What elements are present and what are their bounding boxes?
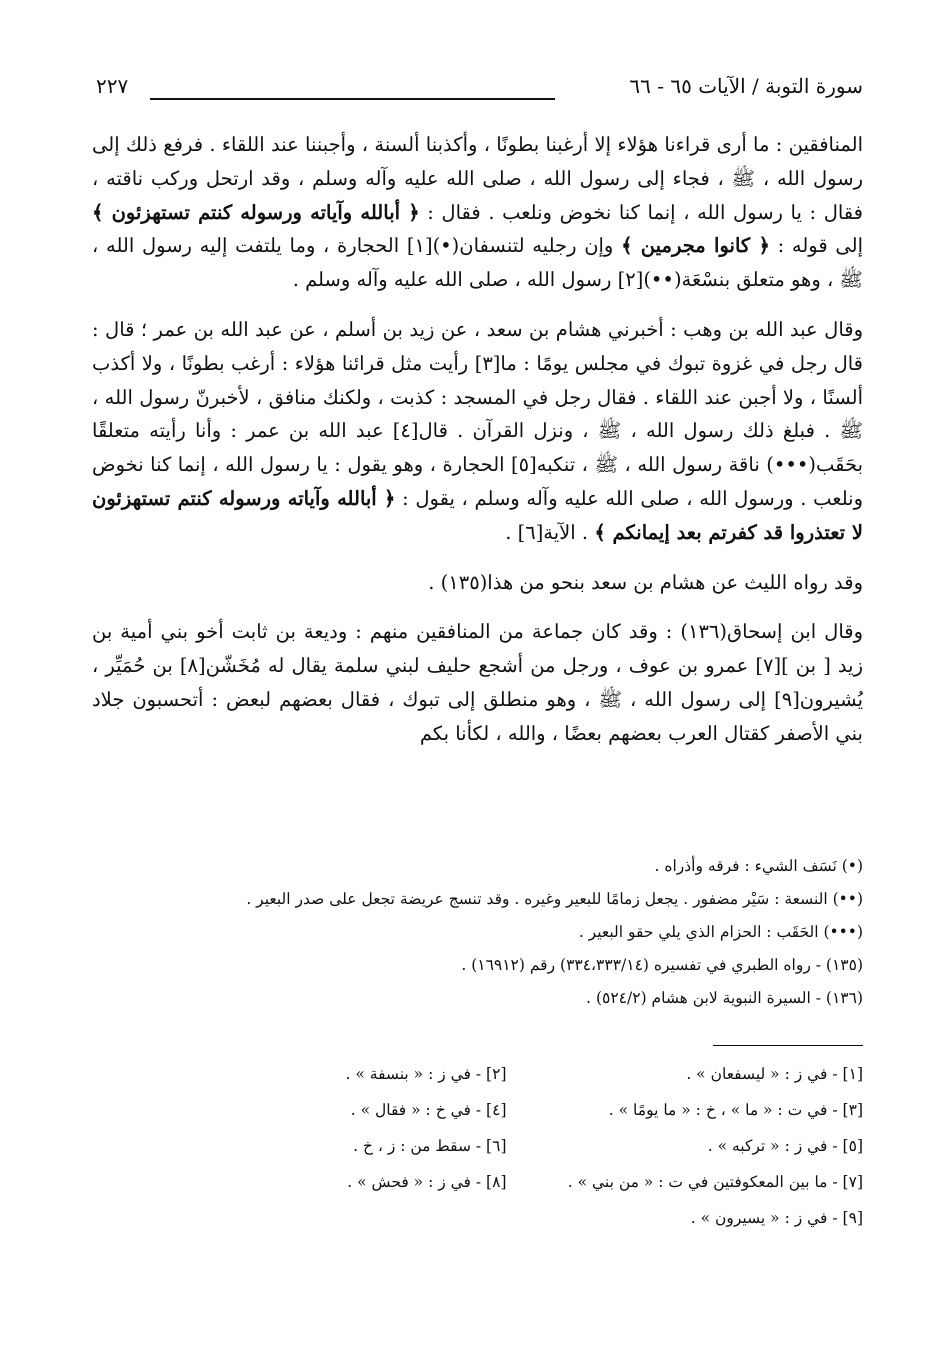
- variants-grid: [150, 1056, 863, 1236]
- footnote: (•) نَسَف الشيء : فرقه وأذراه .: [654, 857, 863, 875]
- paragraph-2-text-a: وقال عبد الله بن وهب : أخبرني هشام بن سعد ، عن زيد بن أسلم ، عن عبد الله بن عمر ؛ قال : قال رجل في غزوة تبوك في مجلس يومًا : ما[٣] رأيت مثل قرائنا هؤلاء : أرغب بطونًا ، ولا أكذب ألسنًا ، ولا أجبن عند اللقاء . فقال رجل في المسجد : كذبت ، ولكنك منافق ، لأخبرنّ رسول الله ، ﷺ . فبلغ ذلك رسول الله ، ﷺ ، ونزل القرآن . قال[٤] عبد الله بن عمر : وأنا رأيته متعلقًا بحَقَب(•••) ناقة رسول الله ، ﷺ ، تنكبه[٥] الحجارة ، وهو يقول : يا رسول الله ، إنما كنا نخوض ونلعب . ورسول الله ، صلى الله عليه وآله وسلم ، يقول :: [92, 317, 864, 510]
- footnote: (•••) الحَقَب : الحزام الذي يلي حقو البعير .: [578, 923, 863, 941]
- variant-note: [٢] - في ز : « بنسفة » .: [345, 1065, 507, 1083]
- paragraph-1-text-c: وإن رجليه لتنسفان(•)[١] الحجارة ، وما يلتفت إليه رسول الله ، ﷺ ، وهو متعلق بنسْعَة(••)[٢] رسول الله ، صلى الله عليه وآله وسلم .: [92, 234, 863, 292]
- variant-note: [١] - في ز : « ليسفعان » .: [686, 1065, 863, 1083]
- paragraph-2-text-b: . الآية[٦] .: [505, 520, 589, 544]
- footnotes: [150, 850, 863, 1015]
- footnote: (١٣٥) - رواه الطبري في تفسيره (٣٣٤،٣٣٣/١٤) رقم (١٦٩١٢) .: [461, 956, 863, 974]
- paragraph-1-text-b: إلى قوله :: [777, 234, 863, 258]
- variant-note: [٦] - سقط من : ز ، خ .: [353, 1137, 507, 1155]
- header-rule: [150, 98, 555, 100]
- quran-quote: ﴿ أبالله وآياته ورسوله كنتم تستهزئون لا تعتذروا قد كفرتم بعد إيمانكم ﴾: [92, 486, 863, 544]
- page-number: ٢٢٧: [96, 74, 129, 98]
- main-text: [92, 128, 863, 751]
- variant-note: [٤] - في خ : « فقال » .: [350, 1101, 507, 1119]
- paragraph-4: وقال ابن إسحاق(١٣٦) : وقد كان جماعة من المنافقين منهم : وديعة بن ثابت أخو بني أمية بن زيد [ بن ][٧] عمرو بن عوف ، ورجل من أشجع حليف لبني سلمة يقال له مُخَشّن[٨] بن حُمَيِّر ، يُشيرون[٩] إلى رسول الله ، ﷺ ، وهو منطلق إلى تبوك ، فقال بعضهم لبعض : أتحسبون جلاد بني الأصفر كقتال العرب بعضهم بعضًا ، والله ، لكأنا بكم: [92, 620, 863, 745]
- variant-note: [٣] - في ت : « ما » ، خ : « ما يومًا » .: [608, 1101, 863, 1119]
- quran-quote: ﴿ أبالله وآياته ورسوله كنتم تستهزئون ﴾: [92, 200, 420, 224]
- footnote: (١٣٦) - السيرة النبوية لابن هشام (٥٢٤/٢) .: [586, 989, 863, 1007]
- running-header: [96, 74, 863, 104]
- header-title: سورة التوبة / الآيات ٦٥ - ٦٦: [629, 74, 863, 98]
- quran-quote: ﴿ كانوا مجرمين ﴾: [621, 234, 770, 258]
- manuscript-variants: [150, 1045, 863, 1236]
- paragraph-2: [92, 313, 863, 550]
- paragraph-3: وقد رواه الليث عن هشام بن سعد بنحو من هذا(١٣٥) .: [428, 570, 863, 594]
- footnote: (••) النسعة : سَيْر مضفور . يجعل زمامًا للبعير وغيره . وقد تنسج عريضة تجعل على صدر البعير .: [246, 890, 863, 908]
- variant-note: [٥] - في ز : « تركبه » .: [707, 1137, 863, 1155]
- paragraph-1-text-a: المنافقين : ما أرى قراءنا هؤلاء إلا أرغبنا بطونًا ، وأكذبنا ألسنة ، وأجبننا عند اللقاء . فرفع ذلك إلى رسول الله ، ﷺ ، فجاء إلى رسول الله ، صلى الله عليه وآله وسلم ، وقد ارتحل وركب ناقته ، فقال : يا رسول الله ، إنما كنا نخوض ونلعب . فقال :: [92, 133, 863, 224]
- variant-note: [٧] - ما بين المعكوفتين في ت : « من بني » .: [567, 1173, 863, 1191]
- variant-note: [٩] - في ز : « يسيرون » .: [690, 1209, 863, 1227]
- variants-separator: [713, 1045, 863, 1046]
- variant-note: [٨] - في ز : « فحش » .: [347, 1173, 507, 1191]
- paragraph-1: [92, 128, 863, 297]
